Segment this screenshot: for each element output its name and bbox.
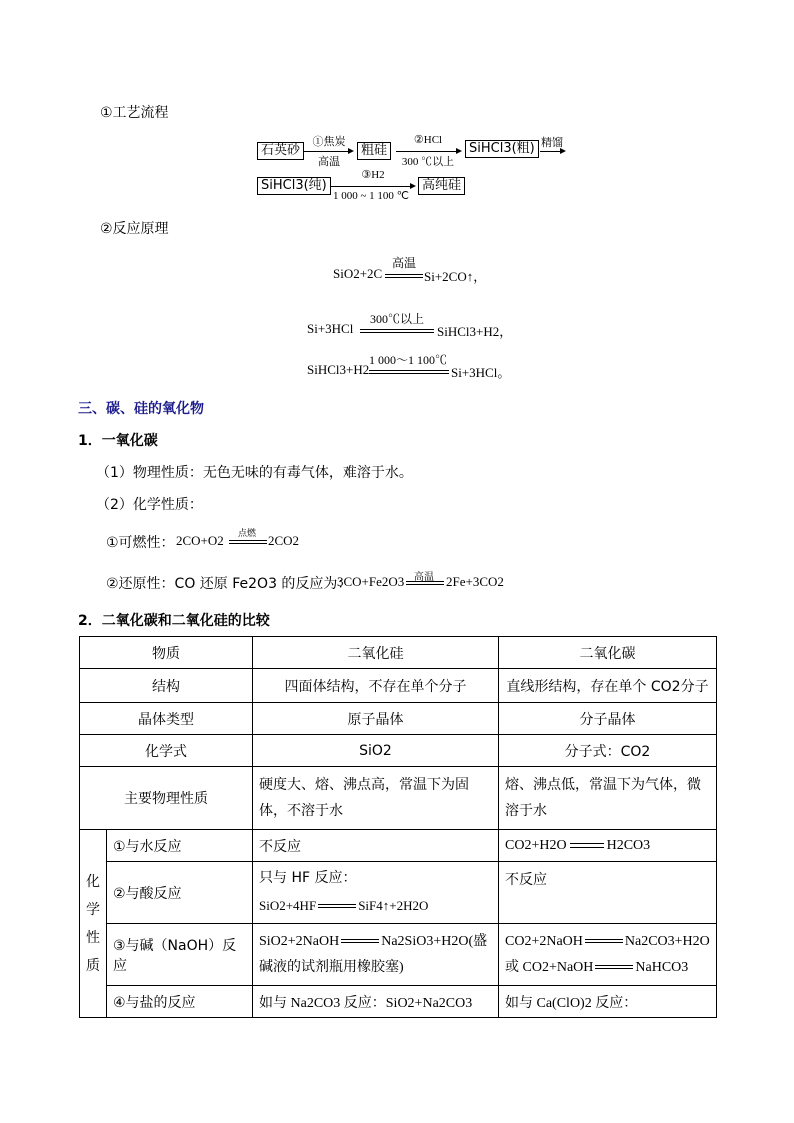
cell-co2-structure: 直线形结构，存在单个 CO2分子	[499, 669, 717, 703]
table-row-header	[80, 637, 717, 669]
reversible-sign	[570, 842, 604, 849]
sio2-acid-left: SiO2+4HF	[259, 898, 317, 913]
cell-sio2-salt: 如与 Na2CO3 反应：SiO2+Na2CO3	[253, 986, 499, 1018]
eq3-left: SiHCl3+H2	[307, 362, 370, 377]
table-row-formula	[80, 735, 717, 767]
chem-properties-label	[80, 830, 107, 1018]
cell-co2-crystal: 分子晶体	[499, 703, 717, 735]
cell-co2-base	[499, 924, 717, 986]
cell-sio2-acid	[253, 862, 499, 924]
cell-sio2-physical: 硬度大、熔、沸点高，常温下为固体，不溶于水	[253, 767, 499, 830]
cell-co2-formula: 分子式：CO2	[499, 735, 717, 767]
cell-sio2-formula: SiO2	[253, 735, 499, 767]
flow-box-crude-si: 粗硅	[357, 142, 391, 160]
combust-sign	[229, 540, 267, 544]
co2-base-left: CO2+2NaOH	[505, 933, 583, 949]
cell-co2-acid: 不反应	[499, 862, 717, 924]
header-sio2: 二氧化硅	[253, 637, 499, 669]
eq1-condition: 高温	[391, 256, 416, 270]
cell-sio2-water: 不反应	[253, 830, 499, 862]
combust-label: ①可燃性：	[106, 535, 175, 551]
eq2-condition: 300℃以上	[369, 312, 424, 326]
co-chemical: （2）化学性质：	[96, 497, 203, 513]
table-row-salt	[80, 986, 717, 1018]
section-heading-oxides: 三、碳、硅的氧化物	[78, 401, 204, 417]
flow-box-quartz: 石英砂	[257, 142, 304, 160]
chem-label-char-2: 学	[86, 901, 100, 918]
eq3-condition: 1 000～1 100℃	[368, 353, 447, 367]
reduce-condition: 高温	[414, 572, 434, 583]
cell-sio2-crystal: 原子晶体	[253, 703, 499, 735]
flow-arrow1-top: ①焦炭	[312, 136, 346, 148]
eq1-sign	[385, 274, 423, 278]
flow-arrow1-line	[304, 151, 348, 152]
sio2-acid-right: SiF4↑+2H2O	[358, 898, 429, 913]
table-row-acid	[80, 862, 717, 924]
table-row-base	[80, 924, 717, 986]
flow-arrow3-line	[540, 151, 560, 152]
eq2-right: SiHCl3+H2，	[437, 324, 513, 339]
cell-co2-salt: 如与 Ca(ClO)2 反应：	[499, 986, 717, 1018]
equals-sign	[585, 939, 623, 943]
flow-box-pure-si: 高纯硅	[418, 177, 465, 195]
eq2-left: Si+3HCl	[307, 321, 354, 336]
row-label-crystal: 晶体类型	[80, 703, 253, 735]
table-row-crystal	[80, 703, 717, 735]
process-label: ①工艺流程	[100, 105, 169, 121]
flow-arrow2-bottom: 300 ℃以上	[401, 156, 455, 168]
flow-box-sihcl3-pure: SiHCl3(纯)	[257, 177, 331, 195]
co-heading: 1．一氧化碳	[78, 433, 158, 449]
cell-sio2-structure: 四面体结构，不存在单个分子	[253, 669, 499, 703]
co2-base-or-left: 或 CO2+NaOH	[505, 959, 594, 975]
reduce-right: 2Fe+3CO2	[446, 574, 504, 589]
cell-co2-water	[499, 830, 717, 862]
co2-water-left: CO2+H2O	[505, 837, 567, 853]
flow-arrow4-top: ③H2	[361, 169, 385, 181]
equals-sign	[341, 939, 379, 943]
header-substance: 物质	[80, 637, 253, 669]
equals-sign	[318, 904, 356, 908]
flow-arrow4-line	[330, 186, 410, 187]
equals-sign	[595, 965, 633, 969]
flow-arrow2-line	[396, 151, 456, 152]
row-label-salt: ④与盐的反应	[107, 986, 253, 1018]
principle-label: ②反应原理	[100, 221, 169, 237]
co-physical: （1）物理性质：无色无味的有毒气体，难溶于水。	[96, 465, 413, 481]
eq2-sign	[360, 329, 434, 333]
table-row-structure	[80, 669, 717, 703]
row-label-acid: ②与酸反应	[107, 862, 253, 924]
row-label-formula: 化学式	[80, 735, 253, 767]
co2-base-right2: NaHCO3	[635, 959, 689, 975]
row-label-water: ①与水反应	[107, 830, 253, 862]
cell-sio2-base	[253, 924, 499, 986]
header-co2: 二氧化碳	[499, 637, 717, 669]
flow-arrow3-head	[560, 148, 566, 154]
eq1-left: SiO2+2C	[333, 266, 383, 281]
reduce-left: 3CO+Fe2O3	[337, 574, 405, 589]
sio2-acid-note: 只与 HF 反应：	[259, 870, 357, 886]
sio2-base-right: Na2SiO3+H2O(盛碱液的试剂瓶用橡胶塞)	[259, 933, 488, 975]
co2-base-right: Na2CO3+H2O	[624, 933, 710, 949]
combust-right: 2CO2	[268, 533, 300, 548]
flow-arrow3-top: 精馏	[541, 137, 563, 149]
reduce-label: ②还原性：CO 还原 Fe2O3 的反应为：	[106, 576, 352, 592]
eq3-right: Si+3HCl。	[451, 365, 511, 380]
sio2-base-left: SiO2+2NaOH	[259, 933, 340, 949]
combust-condition: 点燃	[237, 528, 256, 538]
eq3-sign	[369, 370, 449, 374]
flow-arrow4-bottom: 1 000 ~ 1 100 ℃	[332, 190, 410, 202]
flow-arrow2-top: ②HCl	[413, 134, 443, 146]
row-label-base: ③与碱（NaOH）反应	[107, 924, 253, 986]
table-row-physical	[80, 767, 717, 830]
comparison-table	[79, 636, 717, 1018]
flow-arrow1-bottom: 高温	[318, 156, 340, 168]
combust-left: 2CO+O2	[176, 533, 224, 548]
flow-box-sihcl3-crude: SiHCl3(粗)	[465, 140, 539, 158]
row-label-physical: 主要物理性质	[80, 767, 253, 830]
row-label-structure: 结构	[80, 669, 253, 703]
eq1-right: Si+2CO↑，	[424, 269, 487, 284]
chem-label-char-1: 化	[86, 873, 100, 890]
chem-label-char-3: 性	[86, 929, 100, 946]
compare-heading: 2．二氧化碳和二氧化硅的比较	[78, 613, 270, 629]
co2-water-right: H2CO3	[606, 837, 651, 853]
table-row-water	[80, 830, 717, 862]
chem-label-char-4: 质	[86, 957, 100, 974]
reduce-sign	[406, 581, 444, 585]
cell-co2-physical: 熔、沸点低，常温下为气体，微溶于水	[499, 767, 717, 830]
